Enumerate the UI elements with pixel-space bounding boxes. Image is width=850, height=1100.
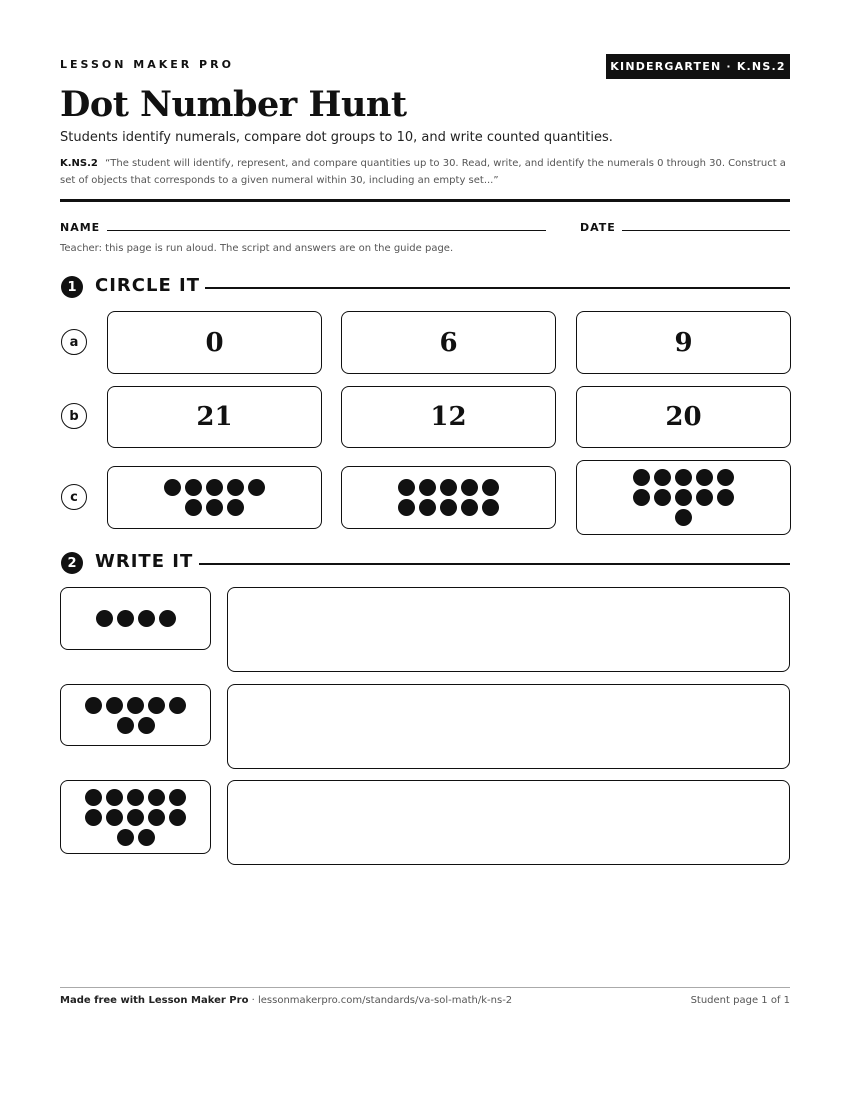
dot-row bbox=[185, 499, 244, 516]
choice-card[interactable] bbox=[576, 386, 791, 448]
dot bbox=[675, 509, 692, 526]
dot bbox=[106, 809, 123, 826]
dot bbox=[185, 499, 202, 516]
dot-row bbox=[398, 499, 499, 516]
dot-card bbox=[60, 587, 211, 650]
choice-card[interactable] bbox=[107, 311, 322, 374]
dot bbox=[127, 697, 144, 714]
numeral: 20 bbox=[665, 402, 702, 432]
choice-card[interactable] bbox=[341, 466, 556, 529]
dot-group bbox=[85, 789, 186, 846]
standard-description bbox=[60, 155, 790, 189]
dot bbox=[440, 499, 457, 516]
dot bbox=[138, 829, 155, 846]
dot-row bbox=[675, 509, 692, 526]
dot bbox=[169, 789, 186, 806]
dot-group bbox=[633, 469, 734, 526]
choice-card[interactable] bbox=[341, 311, 556, 374]
dot-row bbox=[85, 789, 186, 806]
dot-row bbox=[117, 717, 155, 734]
teacher-note: Teacher: this page is run aloud. The script and answers are on the guide page. bbox=[60, 243, 454, 254]
footer-url[interactable]: lessonmakerpro.com/standards/va-sol-math/k-ns-2 bbox=[257, 995, 513, 1006]
dot bbox=[206, 479, 223, 496]
choice-card[interactable] bbox=[576, 460, 791, 535]
dot bbox=[169, 697, 186, 714]
choice-card[interactable] bbox=[576, 311, 791, 374]
section-1-number: 1 bbox=[61, 276, 83, 298]
dot bbox=[227, 479, 244, 496]
answer-box[interactable] bbox=[227, 587, 790, 672]
numeral: 6 bbox=[439, 327, 458, 358]
dot bbox=[148, 789, 165, 806]
dot bbox=[227, 499, 244, 516]
dot bbox=[106, 697, 123, 714]
dot bbox=[675, 469, 692, 486]
dot-row bbox=[96, 610, 176, 627]
dot-row bbox=[633, 489, 734, 506]
numeral: 12 bbox=[430, 402, 467, 432]
answer-box[interactable] bbox=[227, 780, 790, 865]
dot bbox=[96, 610, 113, 627]
dot bbox=[148, 697, 165, 714]
date-label: DATE bbox=[580, 221, 616, 234]
dot-card bbox=[60, 780, 211, 854]
standard-code: K.NS.2 bbox=[60, 158, 98, 169]
dot bbox=[138, 610, 155, 627]
date-field[interactable] bbox=[622, 230, 790, 231]
dot bbox=[461, 499, 478, 516]
dot bbox=[164, 479, 181, 496]
name-label: NAME bbox=[60, 221, 101, 234]
dot bbox=[717, 489, 734, 506]
dot-row bbox=[398, 479, 499, 496]
dot bbox=[117, 717, 134, 734]
footer-separator: · bbox=[248, 995, 258, 1006]
footer-divider bbox=[60, 987, 790, 988]
dot-group bbox=[85, 697, 186, 734]
footer-made-with: Made free with Lesson Maker Pro bbox=[60, 995, 249, 1006]
dot bbox=[85, 789, 102, 806]
dot bbox=[398, 499, 415, 516]
dot bbox=[419, 479, 436, 496]
standard-text: “The student will identify, represent, and compare quantities up to 30. Read, write, and identify the numerals 0 through 30. Construct a set of objects that corresponds to a given numeral within 30, including an empty set...” bbox=[60, 158, 786, 186]
dot bbox=[717, 469, 734, 486]
dot-card bbox=[60, 684, 211, 746]
header-divider bbox=[60, 199, 790, 202]
dot bbox=[148, 809, 165, 826]
numeral: 21 bbox=[196, 402, 233, 432]
dot bbox=[633, 469, 650, 486]
footer-credit bbox=[60, 995, 512, 1006]
section-2-divider bbox=[199, 563, 790, 565]
dot-row bbox=[85, 809, 186, 826]
dot bbox=[419, 499, 436, 516]
dot bbox=[127, 789, 144, 806]
page-title: Dot Number Hunt bbox=[60, 84, 407, 125]
dot bbox=[654, 489, 671, 506]
grade-standard-badge: KINDERGARTEN · K.NS.2 bbox=[606, 54, 790, 79]
dot bbox=[440, 479, 457, 496]
section-2-number: 2 bbox=[61, 552, 83, 574]
numeral: 0 bbox=[205, 327, 224, 358]
section-1-title: CIRCLE IT bbox=[95, 275, 200, 296]
dot bbox=[85, 809, 102, 826]
footer-page-number: Student page 1 of 1 bbox=[690, 995, 790, 1006]
dot bbox=[675, 489, 692, 506]
dot-row bbox=[633, 469, 734, 486]
dot bbox=[185, 479, 202, 496]
answer-box[interactable] bbox=[227, 684, 790, 769]
dot bbox=[206, 499, 223, 516]
dot bbox=[248, 479, 265, 496]
row-a-label: a bbox=[61, 329, 87, 355]
choice-card[interactable] bbox=[341, 386, 556, 448]
section-1-divider bbox=[205, 287, 790, 289]
dot bbox=[117, 829, 134, 846]
dot-row bbox=[85, 697, 186, 714]
dot bbox=[85, 697, 102, 714]
dot bbox=[482, 499, 499, 516]
dot-group bbox=[164, 479, 265, 516]
numeral: 9 bbox=[674, 327, 693, 358]
page-subtitle: Students identify numerals, compare dot groups to 10, and write counted quantities. bbox=[60, 130, 613, 145]
dot bbox=[696, 469, 713, 486]
dot bbox=[398, 479, 415, 496]
dot bbox=[482, 479, 499, 496]
name-field[interactable] bbox=[107, 230, 546, 231]
dot-row bbox=[117, 829, 155, 846]
dot bbox=[159, 610, 176, 627]
dot-row bbox=[164, 479, 265, 496]
dot bbox=[106, 789, 123, 806]
dot bbox=[169, 809, 186, 826]
dot bbox=[696, 489, 713, 506]
dot-group bbox=[96, 610, 176, 627]
choice-card[interactable] bbox=[107, 466, 322, 529]
brand-name: LESSON MAKER PRO bbox=[60, 58, 234, 71]
section-2-title: WRITE IT bbox=[95, 551, 194, 572]
dot bbox=[633, 489, 650, 506]
dot bbox=[117, 610, 134, 627]
dot bbox=[138, 717, 155, 734]
row-c-label: c bbox=[61, 484, 87, 510]
choice-card[interactable] bbox=[107, 386, 322, 448]
dot-group bbox=[398, 479, 499, 516]
dot bbox=[461, 479, 478, 496]
row-b-label: b bbox=[61, 403, 87, 429]
dot bbox=[127, 809, 144, 826]
dot bbox=[654, 469, 671, 486]
